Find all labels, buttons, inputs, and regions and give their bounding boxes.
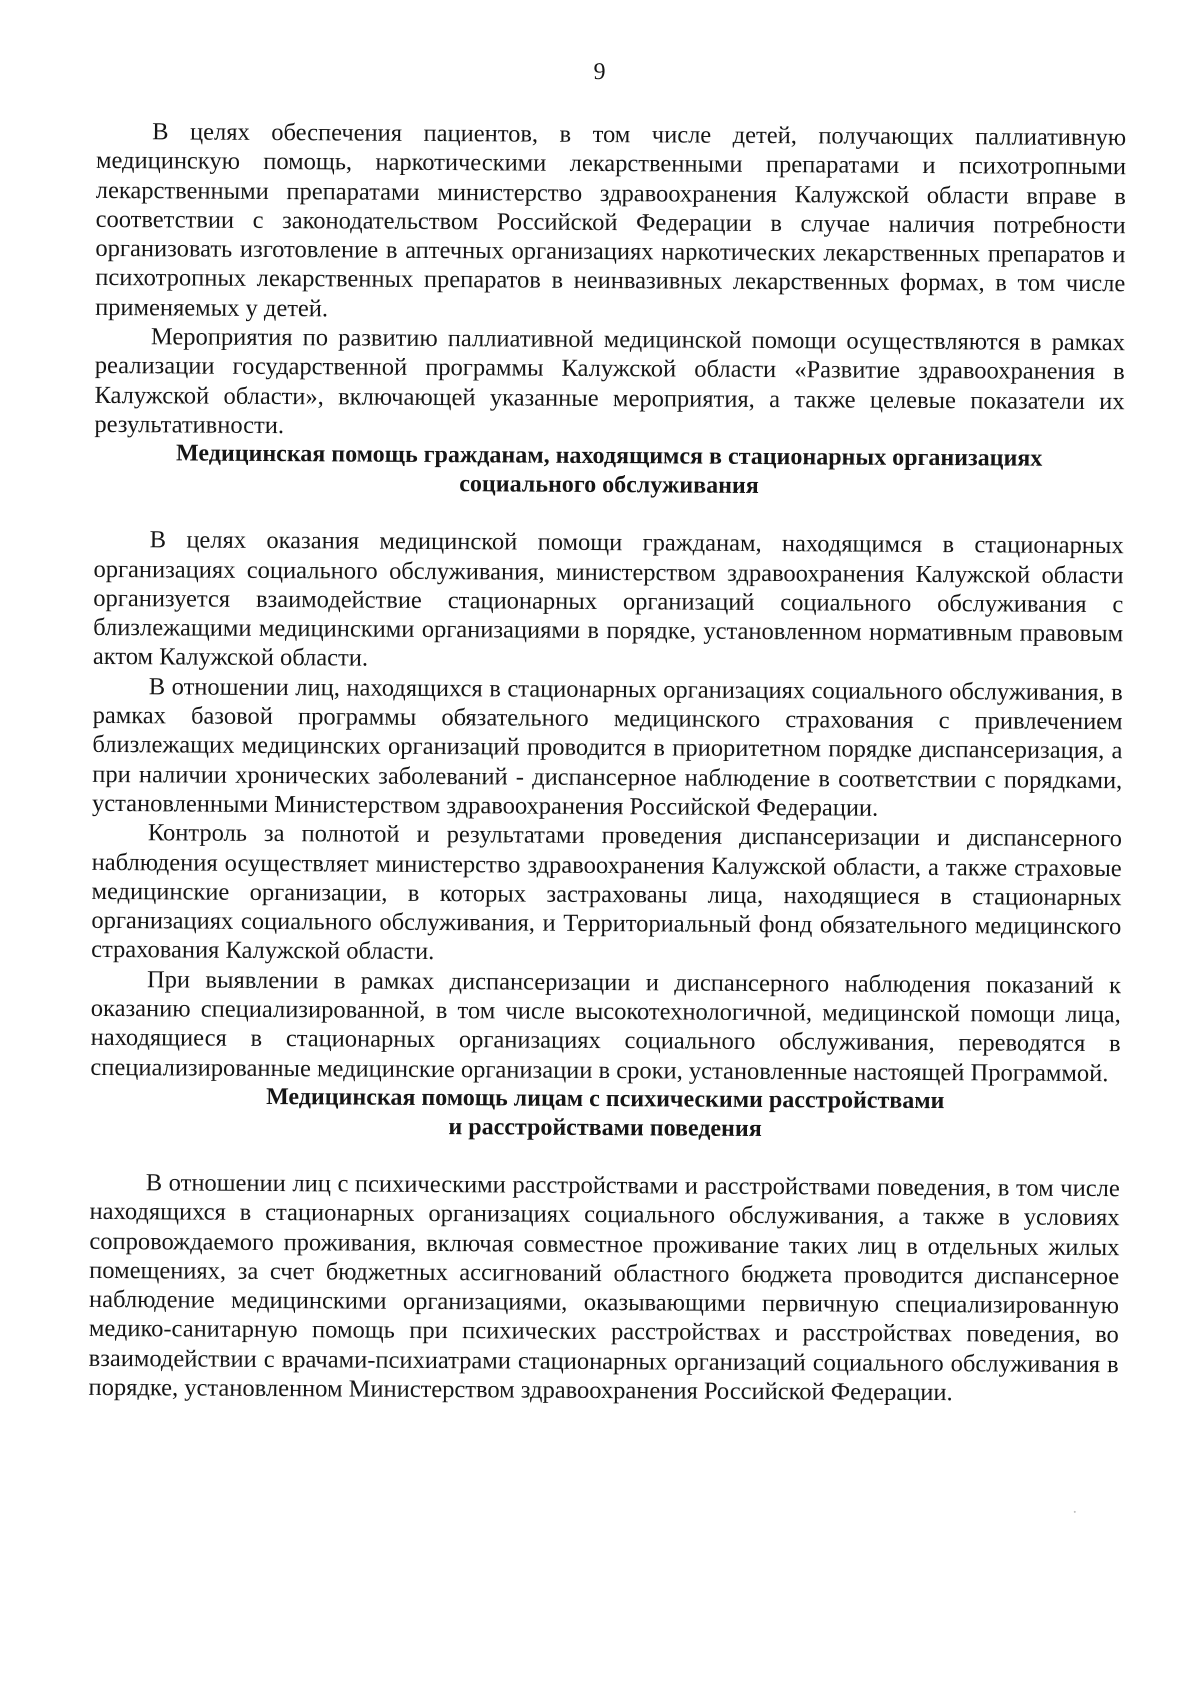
paragraph: В целях обеспечения пациентов, в том числе детей, получающих паллиативную медицинскую помощь, наркотическими лекарственными препаратами и психотропными лекарственными препаратами министерство здравоохранения Калужской области вправе в соответствии с законодательством Российской Федерации в случае наличия потребности организовать изготовление в аптечных организациях наркотических лекарственных препаратов и психотропных лекарственных препаратов в неинвазивных лекарственных формах, в том числе применяемых у детей. [95,118,1127,323]
heading-line: социального обслуживания [459,471,759,500]
section-heading-social-care [94,439,1124,503]
scan-speck [1074,1511,1076,1513]
paragraph: Мероприятия по развитию паллиативной медицинской помощи осуществляются в рамках реализации государственной программы Калужской области «Развитие здравоохранения в Калужской области», включающей указанные мероприятия, а также целевые показатели их результативности. [94,323,1125,440]
heading-line: Медицинская помощь гражданам, находящимся в стационарных организациях [176,440,1043,472]
document-body [88,117,1126,1409]
section-social-care [90,525,1123,1088]
paragraph: В отношении лиц, находящихся в стационарных организациях социального обслуживания, в рамках базовой программы обязательного медицинского страхования с привлечением близлежащих медицинских организаций проводится в приоритетном порядке диспансеризация, а при наличии хронических заболеваний - диспансерное наблюдение в соответствии с порядками, установленными Министерством здравоохранения Российской Федерации. [92,673,1123,822]
paragraph: При выявлении в рамках диспансеризации и диспансерного наблюдения показаний к оказанию специализированной, в том числе высокотехнологичной, медицинской помощи лица, находящиеся в стационарных организациях социального обслуживания, переводятся в специализированные медицинские организации в сроки, установленные настоящей Программой. [90,965,1122,1087]
paragraph: В отношении лиц с психическими расстройствами и расстройствами поведения, в том числе находящихся в стационарных организациях социального обслуживания, а также в условиях сопровождаемого проживания, включая совместное проживание таких лиц в отдельных жилых помещениях, за счет бюджетных ассигнований областного бюджета проводится диспансерное наблюдение медицинскими организациями, оказывающими первичную специализированную медико-санитарную помощь при психических расстройствах и расстройствах поведения, во взаимодействии с врачами-психиатрами стационарных организаций социального обслуживания в порядке, установленном Министерством здравоохранения Российской Федерации. [88,1169,1120,1407]
heading-line: и расстройствами поведения [448,1114,762,1142]
section-mental-health [88,1168,1119,1409]
section-heading-mental-health [90,1082,1120,1146]
section-palliative-drugs [94,117,1126,446]
heading-line: Медицинская помощь лицам с психическими расстройствами [266,1083,945,1115]
paragraph: Контроль за полнотой и результатами проведения диспансеризации и диспансерного наблюдения осуществляет министерство здравоохранения Калужской области, а также страховые медицинские организации, в которых застрахованы лица, находящиеся в стационарных организациях социального обслуживания, и Территориальный фонд обязательного медицинского страхования Калужской области. [91,819,1122,966]
page-number: 9 [593,58,606,86]
paragraph: В целях оказания медицинской помощи гражданам, находящимся в стационарных организациях социального обслуживания, министерством здравоохранения Калужской области организуется взаимодействие стационарных организаций социального обслуживания с близлежащими медицинскими организациями в порядке, установленном нормативным правовым актом Калужской области. [92,526,1124,673]
